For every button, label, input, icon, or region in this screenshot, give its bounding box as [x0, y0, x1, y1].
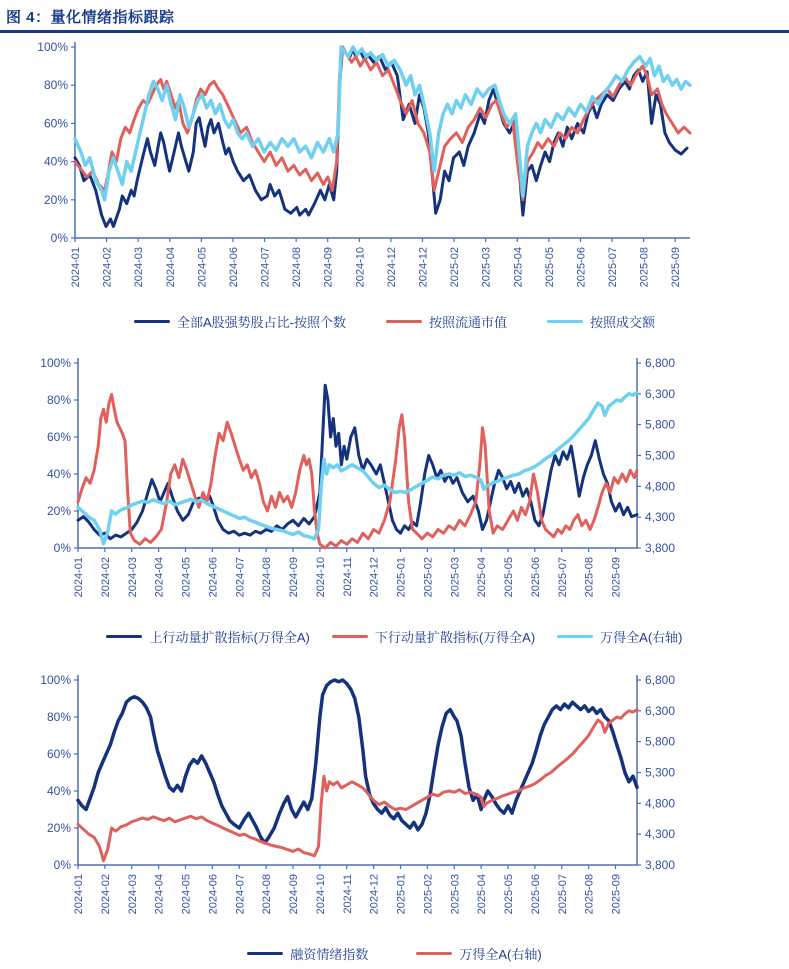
- figure-title: 图 4：量化情绪指标跟踪: [6, 9, 175, 26]
- x-tick-label: 2024-12: [417, 247, 430, 288]
- x-tick-label: 2025-02: [422, 874, 435, 915]
- x-tick-label: 2025-07: [556, 874, 569, 915]
- legend-swatch: [106, 635, 142, 638]
- y-tick-label: 100%: [37, 40, 68, 54]
- y-tick-label: 80%: [46, 710, 71, 724]
- x-tick-label: 2024-10: [314, 557, 327, 598]
- legend-item: [547, 312, 655, 331]
- y-tick-label: 0%: [53, 541, 71, 555]
- x-tick-label: 2025-09: [670, 247, 683, 288]
- right-tick-label: 3,800: [645, 858, 676, 872]
- x-tick-label: 2025-04: [512, 247, 525, 288]
- x-tick-label: 2024-02: [101, 247, 114, 288]
- legend-swatch: [134, 320, 170, 323]
- figure-header: [0, 0, 789, 33]
- x-tick-label: 2024-04: [164, 247, 177, 288]
- x-tick-label: 2024-02: [99, 874, 112, 915]
- right-tick-label: 6,800: [645, 356, 676, 370]
- x-tick-label: 2024-09: [288, 557, 300, 598]
- x-tick-label: 2024-12: [385, 247, 398, 288]
- x-tick-label: 2024-12: [368, 874, 381, 915]
- legend-label: 按照成交额: [590, 314, 656, 330]
- x-tick-label: 2024-04: [153, 874, 166, 915]
- y-tick-label: 40%: [46, 784, 71, 798]
- title-underline: [0, 30, 789, 33]
- right-tick-label: 4,800: [645, 479, 676, 494]
- legend-swatch: [557, 635, 593, 638]
- x-tick-label: 2025-05: [543, 247, 556, 288]
- y-tick-label: 40%: [43, 154, 68, 169]
- right-tick-label: 6,300: [645, 386, 676, 401]
- y-tick-label: 0%: [50, 231, 68, 245]
- x-tick-label: 2024-09: [288, 874, 300, 915]
- x-tick-label: 2025-02: [422, 557, 435, 598]
- x-tick-label: 2024-08: [261, 557, 274, 598]
- x-tick-label: 2025-07: [556, 557, 569, 598]
- x-tick-label: 2024-01: [73, 874, 85, 915]
- series-line-red: [78, 395, 637, 549]
- x-tick-label: 2025-04: [476, 874, 489, 915]
- y-tick-label: 80%: [43, 78, 68, 93]
- y-tick-label: 60%: [43, 116, 68, 131]
- x-tick-label: 2024-01: [73, 557, 85, 598]
- x-tick-label: 2025-03: [480, 246, 493, 288]
- x-tick-label: 2025-01: [395, 874, 408, 915]
- legend-label: 万得全A(右轴): [600, 630, 683, 645]
- momentum-diffusion-chart: [0, 338, 789, 621]
- y-tick-label: 0%: [53, 858, 71, 872]
- right-tick-label: 3,800: [645, 541, 676, 555]
- x-tick-label: 2025-07: [607, 247, 620, 288]
- x-tick-label: 2025-08: [583, 874, 596, 915]
- right-tick-label: 6,800: [645, 673, 676, 687]
- legend-item: [416, 944, 541, 963]
- x-tick-label: 2025-05: [503, 557, 515, 598]
- x-tick-label: 2025-01: [395, 557, 408, 598]
- x-tick-label: 2024-07: [259, 247, 272, 288]
- x-tick-label: 2025-06: [575, 247, 588, 288]
- x-tick-label: 2025-03: [449, 874, 462, 915]
- legend-label: 下行动量扩散指标(万得全A): [374, 630, 536, 645]
- x-tick-label: 2025-04: [476, 557, 489, 598]
- y-tick-label: 80%: [46, 393, 71, 407]
- y-tick-label: 60%: [46, 747, 71, 761]
- x-tick-label: 2024-05: [196, 247, 209, 288]
- x-tick-label: 2025-02: [449, 247, 462, 288]
- x-tick-label: 2024-02: [99, 557, 112, 598]
- x-tick-label: 2025-09: [610, 557, 623, 598]
- right-tick-label: 4,300: [645, 827, 676, 842]
- legend-swatch: [547, 320, 583, 323]
- x-tick-label: 2024-01: [70, 247, 82, 288]
- right-tick-label: 4,300: [645, 510, 676, 525]
- x-tick-label: 2025-03: [449, 557, 462, 598]
- x-tick-label: 2025-06: [529, 557, 542, 598]
- x-tick-label: 2024-11: [341, 557, 354, 597]
- y-tick-label: 100%: [40, 356, 71, 370]
- legend-label: 融资情绪指数: [290, 947, 369, 962]
- x-tick-label: 2025-06: [529, 874, 542, 915]
- legend-item: [386, 312, 507, 331]
- x-tick-label: 2024-11: [341, 874, 354, 914]
- series-line-red: [78, 710, 637, 861]
- strong-stock-ratio-chart: [0, 33, 789, 304]
- right-tick-label: 5,800: [645, 417, 676, 432]
- chart-momentum-diffusion: [0, 338, 789, 652]
- x-tick-label: 2024-06: [227, 246, 240, 288]
- x-tick-label: 2024-03: [133, 247, 146, 288]
- x-tick-label: 2025-09: [610, 874, 623, 915]
- chart-strong-stock-ratio: [0, 33, 789, 338]
- right-tick-label: 5,800: [645, 734, 676, 749]
- x-tick-label: 2025-08: [638, 247, 651, 288]
- x-tick-label: 2024-10: [354, 247, 367, 288]
- legend-label: 按照流通市值: [428, 314, 507, 330]
- right-tick-label: 4,800: [645, 796, 676, 811]
- legend-swatch: [386, 320, 422, 323]
- y-tick-label: 60%: [46, 430, 71, 444]
- series-line-sky: [75, 47, 690, 200]
- x-tick-label: 2024-06: [207, 557, 220, 598]
- x-tick-label: 2024-03: [126, 557, 139, 598]
- legend-label: 上行动量扩散指标(万得全A): [149, 630, 310, 645]
- legend-label: 全部A股强势股占比-按照个数: [176, 314, 346, 330]
- x-tick-label: 2024-05: [180, 557, 193, 598]
- legend-item: [332, 627, 535, 646]
- series-line-navy: [78, 385, 637, 539]
- x-tick-label: 2024-10: [314, 874, 327, 915]
- x-tick-label: 2024-09: [322, 247, 335, 288]
- legend-swatch: [332, 635, 368, 638]
- legend-item: [106, 627, 309, 646]
- y-tick-label: 20%: [43, 192, 68, 207]
- y-tick-label: 20%: [46, 821, 71, 835]
- x-tick-label: 2024-04: [153, 557, 166, 598]
- margin-sentiment-chart: [0, 652, 789, 938]
- y-tick-label: 40%: [46, 467, 71, 481]
- momentum-diffusion-legend: [0, 621, 789, 652]
- margin-sentiment-legend: [0, 938, 789, 969]
- legend-swatch: [247, 952, 283, 955]
- right-tick-label: 5,300: [645, 448, 676, 463]
- x-tick-label: 2024-05: [180, 874, 193, 915]
- series-line-red: [75, 47, 690, 200]
- chart-margin-sentiment: [0, 652, 789, 969]
- x-tick-label: 2024-03: [126, 874, 139, 915]
- x-tick-label: 2024-07: [234, 874, 247, 915]
- y-tick-label: 20%: [46, 504, 71, 518]
- strong-stock-ratio-legend: [0, 304, 789, 338]
- y-tick-label: 100%: [40, 673, 71, 687]
- legend-swatch: [416, 952, 452, 955]
- legend-item: [557, 627, 682, 646]
- x-tick-label: 2025-08: [583, 557, 596, 598]
- legend-label: 万得全A(右轴): [459, 947, 542, 962]
- x-tick-label: 2024-08: [291, 247, 304, 288]
- x-tick-label: 2025-05: [503, 874, 515, 915]
- x-tick-label: 2024-06: [207, 874, 220, 915]
- x-tick-label: 2024-07: [234, 557, 247, 598]
- legend-item: [247, 944, 368, 963]
- right-tick-label: 5,300: [645, 765, 676, 780]
- legend-item: [134, 312, 346, 331]
- x-tick-label: 2024-08: [261, 874, 274, 915]
- x-tick-label: 2024-12: [368, 557, 381, 598]
- right-tick-label: 6,300: [645, 703, 676, 718]
